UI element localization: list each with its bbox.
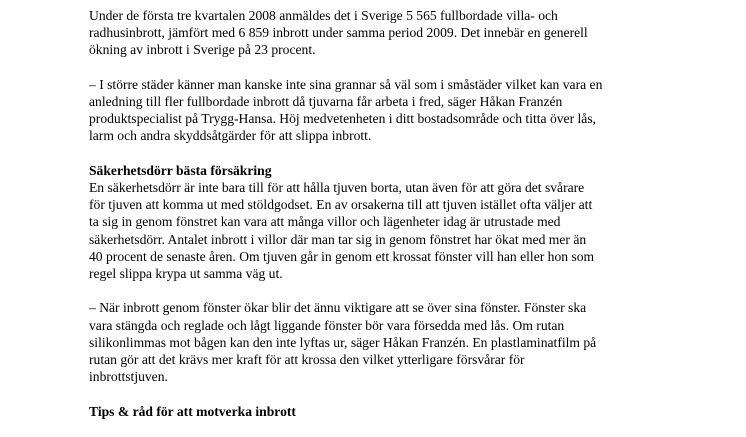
document-page	[89, 7, 689, 437]
text-line: inbrottstjuven.	[89, 369, 168, 385]
section-heading: Säkerhetsdörr bästa försäkring	[89, 162, 272, 178]
text-line: Under de första tre kvartalen 2008 anmäldes det i Sverige 5 565 fullbordade villa- och	[89, 8, 558, 23]
text-line: anledning till fler fullbordade inbrott då tjuvarna får arbeta i fred, säger Håkan Franzén	[89, 94, 563, 109]
text-line: – När inbrott genom fönster ökar blir det ännu viktigare att se över sina fönster. Fönster ska	[89, 300, 587, 316]
text-line: – I större städer känner man kanske inte sina grannar så väl som i småstäder vilket kan vara en	[89, 76, 603, 92]
section-security-door	[89, 162, 689, 282]
text-line: radhusinbrott, jämfört med 6 859 inbrott under samma period 2009. Det innebär en generell	[89, 25, 588, 41]
section-heading: Tips & råd för att motverka inbrott	[89, 403, 296, 419]
paragraph-windows-quote	[89, 299, 689, 385]
text-line: En säkerhetsdörr är inte bara till för att hålla tjuven borta, utan även för att göra det svårare	[89, 180, 585, 195]
text-line: silikonlimmas mot bågen kan den inte lyftas ur, säger Håkan Franzén. En plastlaminatfilm på	[89, 334, 597, 350]
text-line: säkerhetsdörr. Antalet inbrott i villor där man tar sig in genom fönstret har ökat med mer än	[89, 231, 587, 247]
text-line: larm och andra skyddsåtgärder för att slippa inbrott.	[89, 128, 372, 144]
section-tips	[89, 403, 689, 420]
text-line: ta sig in genom fönstret kan vara att många villor och lägenheter idag är utrustade med	[89, 214, 561, 230]
text-line: ökning av inbrott i Sverige på 23 procent.	[89, 42, 316, 58]
paragraph-quote	[89, 76, 689, 145]
text-line: produktspecialist på Trygg-Hansa. Höj medvetenheten i ditt bostadsområde och titta över lås,	[89, 111, 597, 127]
text-line: för tjuven att komma ut med stöldgodset. En av orsakerna till att tjuven istället ofta väljer att	[89, 197, 593, 213]
text-line: regel slippa krypa ut samma väg ut.	[89, 266, 283, 282]
text-line: vara stängda och reglade och lågt liggande fönster bör vara försedda med lås. Om rutan	[89, 317, 565, 333]
paragraph-intro	[89, 7, 689, 59]
text-line: 40 procent de senaste åren. Om tjuven går in genom ett krossat fönster vill han eller hon som	[89, 248, 595, 264]
text-line: rutan gör att det krävs mer kraft för att krossa den vilket ytterligare försvårar för	[89, 352, 525, 368]
